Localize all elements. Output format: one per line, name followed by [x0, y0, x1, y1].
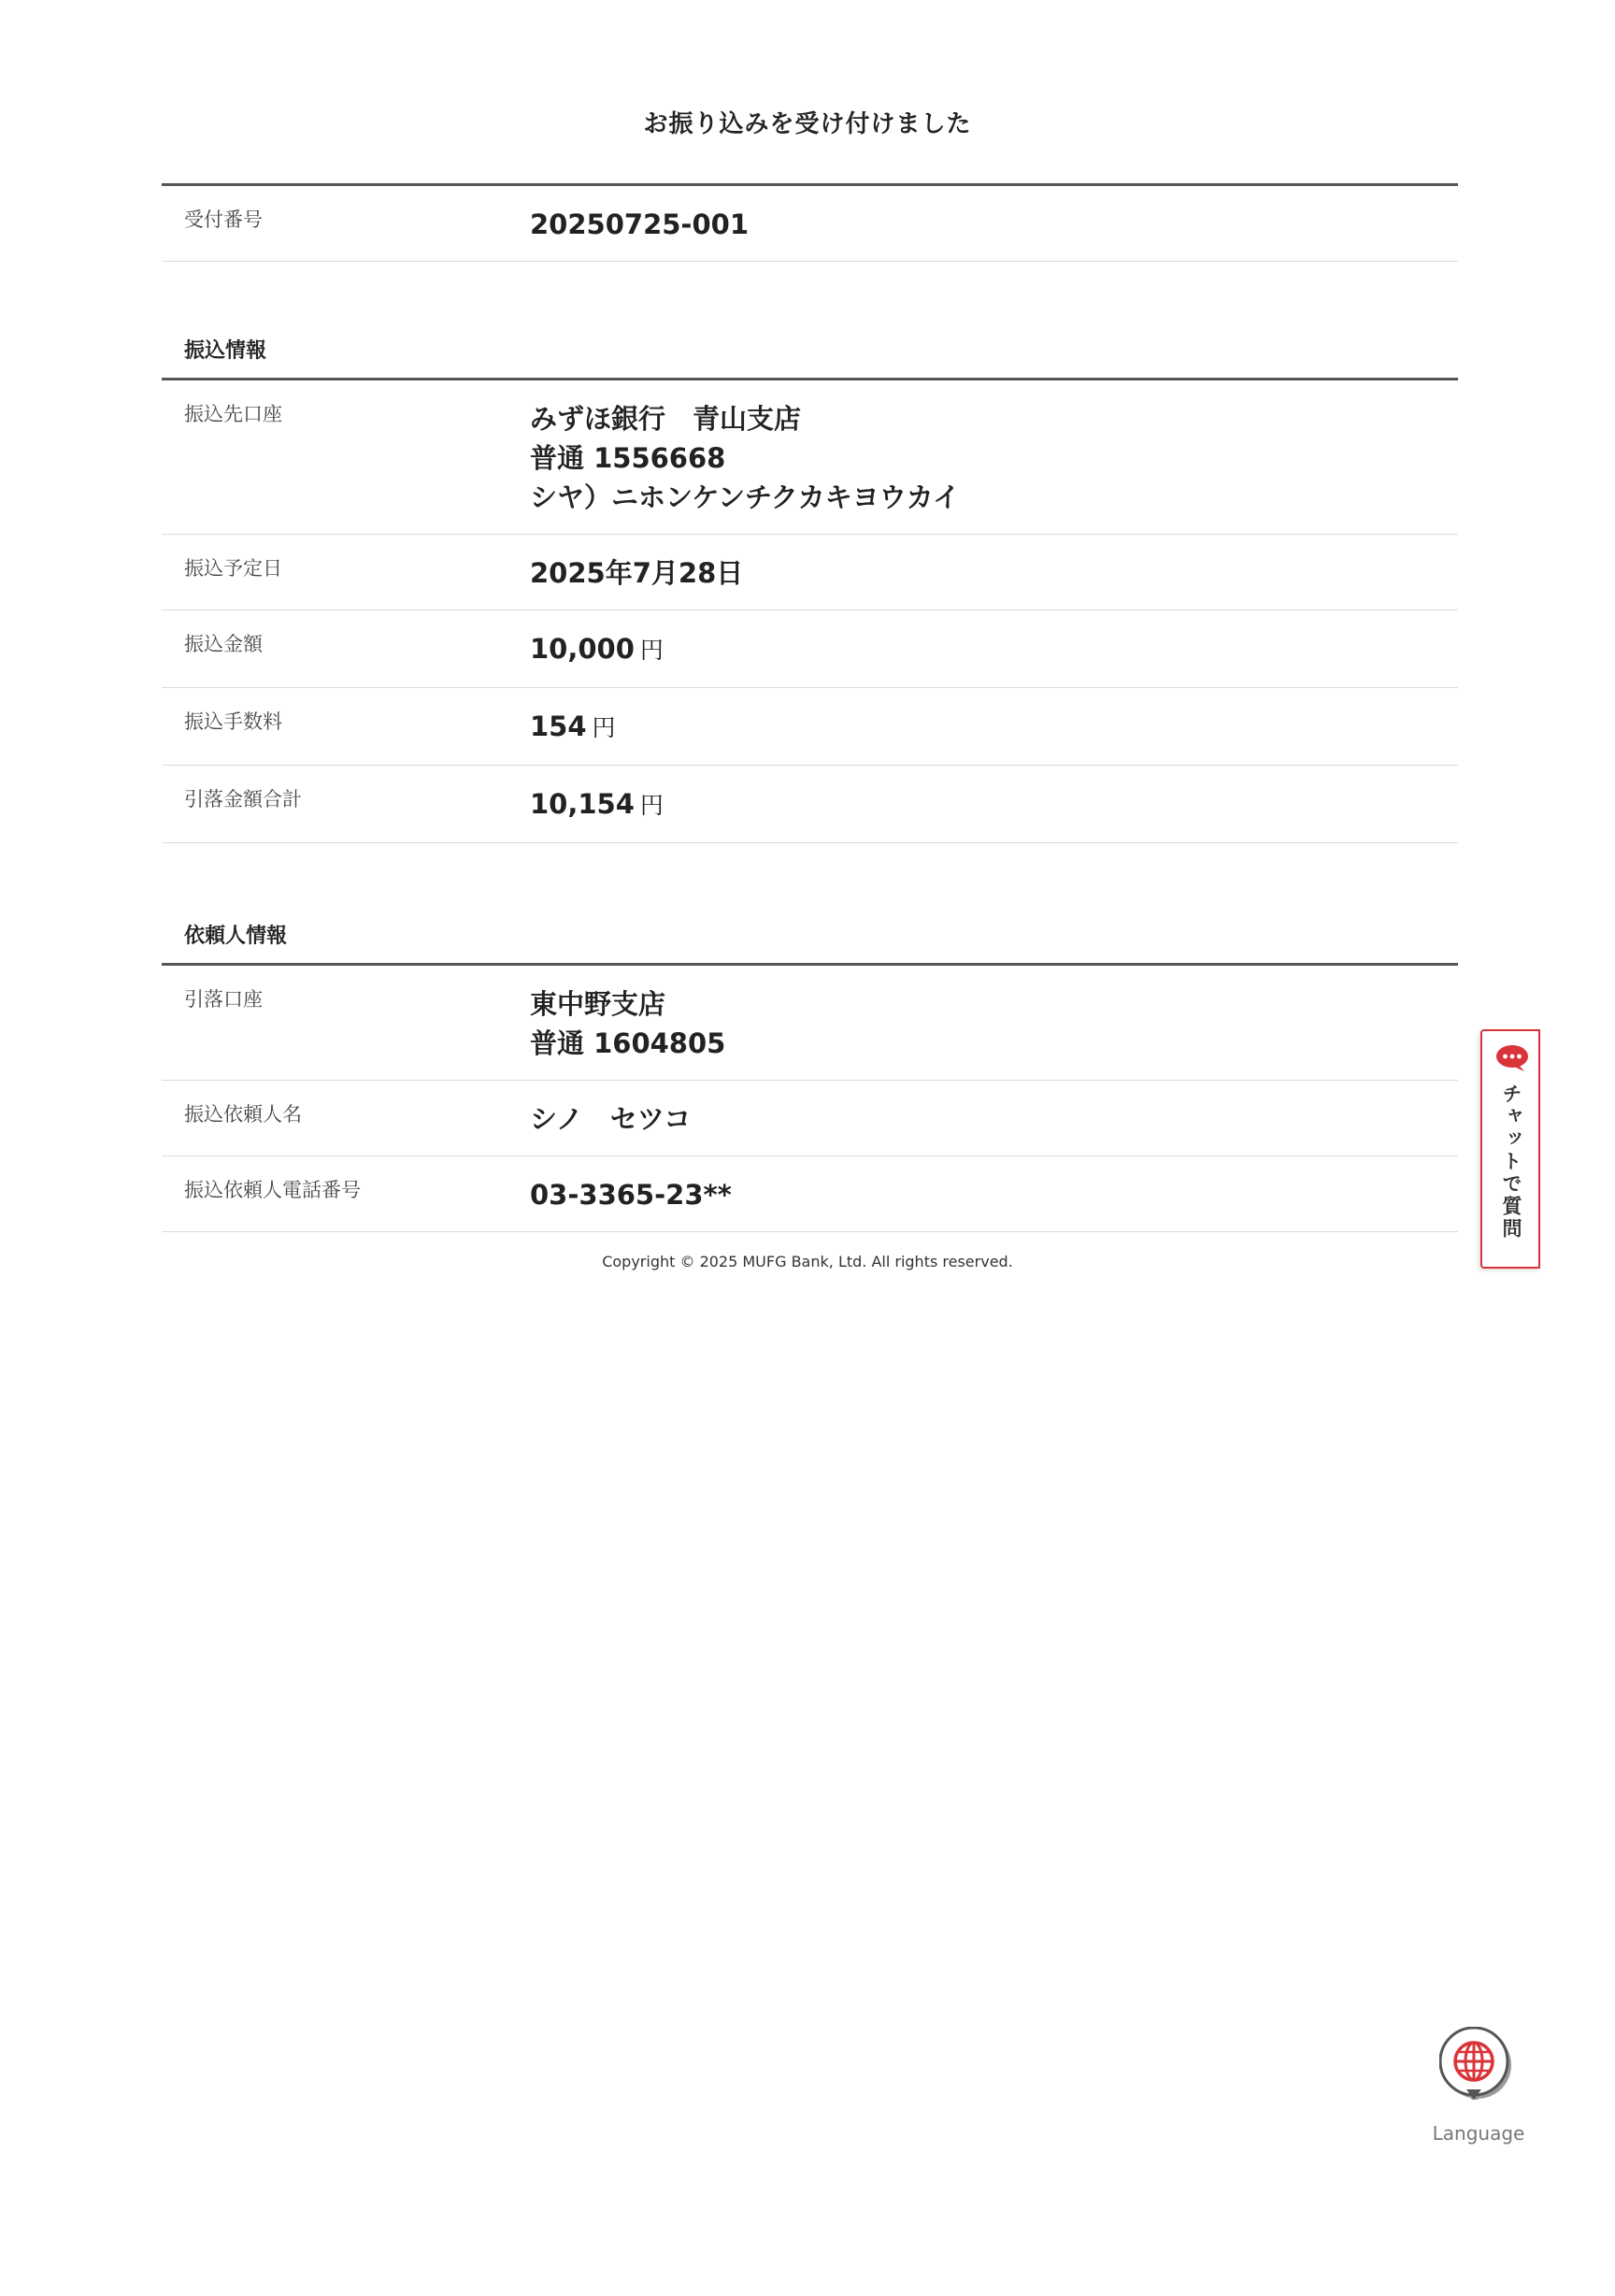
- transfer-amount-value: [530, 610, 1458, 687]
- destination-account-number: 普通 1556668: [530, 442, 726, 474]
- transfer-destination-value: [530, 380, 1458, 534]
- total-withdrawal-number: 10,154: [530, 788, 635, 820]
- receipt-number-value: 20250725-001: [530, 208, 749, 240]
- copyright-footer: Copyright © 2025 MUFG Bank, Ltd. All rights reserved.: [602, 1253, 1013, 1270]
- transfer-date-label: 振込予定日: [184, 557, 282, 580]
- main-content: [162, 183, 1458, 1232]
- receipt-number-label: 受付番号: [184, 208, 263, 231]
- withdrawal-account-value: [530, 966, 1458, 1080]
- requester-info-heading: 依頼人情報: [184, 925, 288, 948]
- destination-bank-branch: みずほ銀行 青山支店: [530, 403, 802, 435]
- receipt-table: [162, 183, 1458, 262]
- transfer-amount-row: [162, 610, 1458, 688]
- chat-question-button[interactable]: [1480, 1029, 1540, 1269]
- destination-account-name: シヤ）ニホンケンチクカキヨウカイ: [530, 481, 960, 513]
- transfer-date-value: 2025年7月28日: [530, 557, 744, 589]
- transfer-amount-number: 10,000: [530, 633, 635, 665]
- transfer-amount-unit: 円: [639, 637, 664, 664]
- withdrawal-account-number: 普通 1604805: [530, 1027, 726, 1059]
- transfer-info-heading: 振込情報: [184, 339, 267, 363]
- transfer-fee-label: 振込手数料: [184, 710, 282, 733]
- total-withdrawal-label: 引落金額合計: [184, 788, 302, 811]
- requester-info-table: [162, 963, 1458, 1232]
- requester-name-label: 振込依頼人名: [184, 1103, 302, 1126]
- transfer-info-table: [162, 378, 1458, 843]
- globe-icon: [1439, 2027, 1512, 2100]
- transfer-destination-label: 振込先口座: [184, 403, 282, 425]
- page-title: お振り込みを受け付けました: [643, 110, 972, 138]
- receipt-row: [162, 186, 1458, 262]
- withdrawal-account-row: [162, 966, 1458, 1081]
- transfer-fee-number: 154: [530, 710, 587, 742]
- requester-phone-label: 振込依頼人電話番号: [184, 1179, 361, 1201]
- requester-name-value: シノ セツコ: [530, 1103, 692, 1135]
- transfer-fee-row: [162, 688, 1458, 766]
- total-withdrawal-row: [162, 766, 1458, 843]
- requester-phone-value: 03-3365-23**: [530, 1179, 732, 1211]
- withdrawal-account-label: 引落口座: [184, 988, 263, 1011]
- chat-question-label: チャットで質問: [1500, 1083, 1522, 1241]
- transfer-fee-value: [530, 688, 1458, 765]
- language-button[interactable]: [1421, 2019, 1525, 2150]
- transfer-amount-label: 振込金額: [184, 633, 263, 655]
- transfer-destination-row: [162, 380, 1458, 535]
- language-label: Language: [1432, 2122, 1525, 2145]
- total-withdrawal-value: [530, 766, 1458, 842]
- transfer-fee-unit: 円: [592, 714, 616, 741]
- requester-phone-row: [162, 1156, 1458, 1232]
- requester-name-row: [162, 1081, 1458, 1156]
- chat-bubble-icon: [1495, 1044, 1529, 1072]
- total-withdrawal-unit: 円: [639, 792, 664, 819]
- withdrawal-branch: 東中野支店: [530, 988, 666, 1020]
- transfer-date-row: [162, 535, 1458, 610]
